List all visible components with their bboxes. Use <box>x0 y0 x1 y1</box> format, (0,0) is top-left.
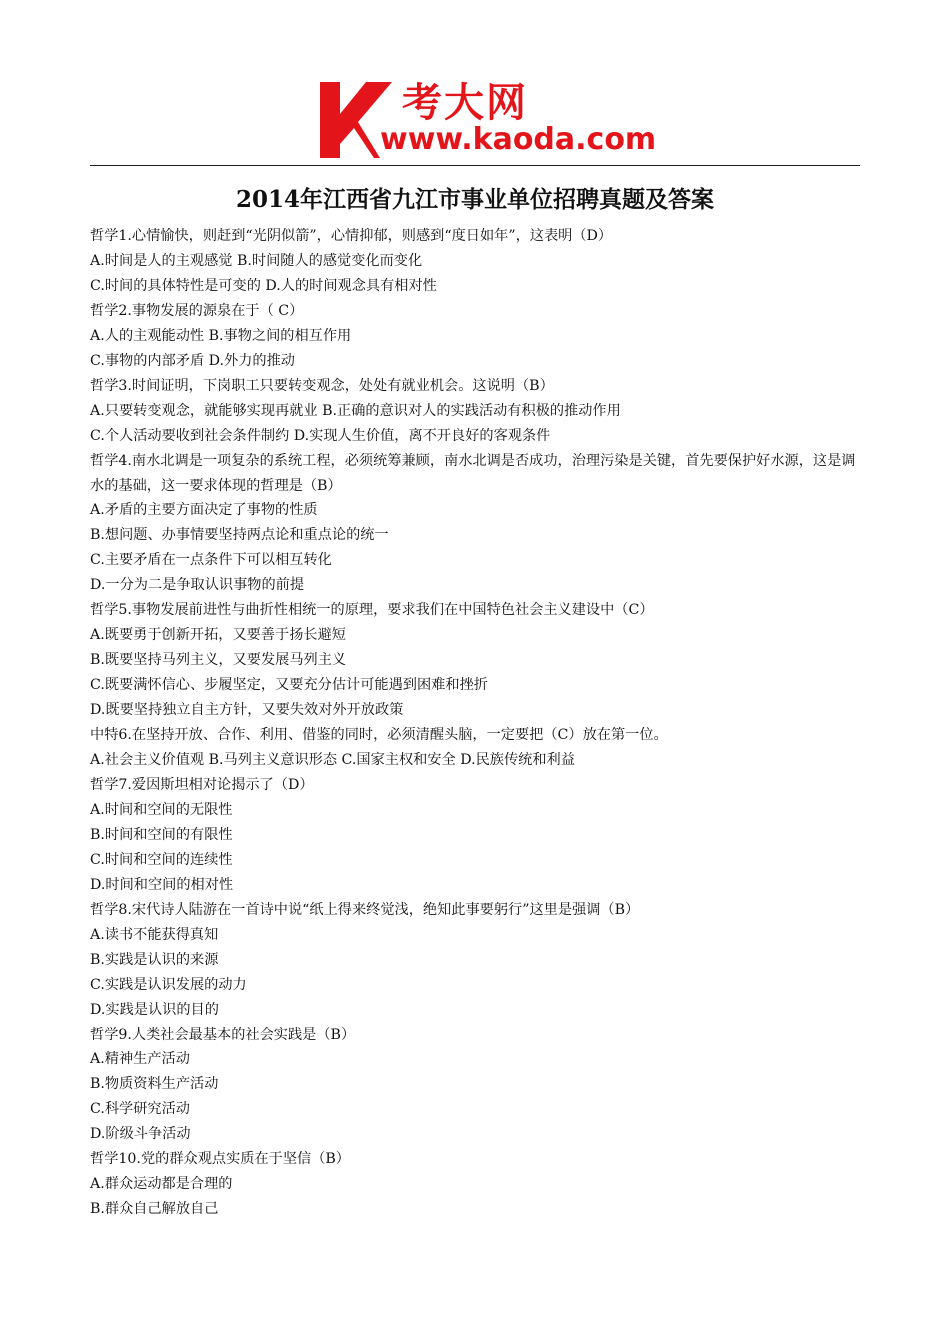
text-line: D.时间和空间的相对性 <box>90 876 234 893</box>
kaoda-logo <box>318 80 657 162</box>
text-line: D.阶级斗争活动 <box>90 1126 191 1143</box>
page-title: 2014年江西省九江市事业单位招聘真题及答案 <box>235 186 714 213</box>
text-line: 哲学5.事物发展前进性与曲折性相统一的原理，要求我们在中国特色社会主义建设中（C） <box>90 602 654 619</box>
text-line: A.矛盾的主要方面决定了事物的性质 <box>90 502 318 519</box>
text-line: 哲学3.时间证明，下岗职工只要转变观念，处处有就业机会。这说明（B） <box>90 377 554 394</box>
header-divider <box>90 165 860 166</box>
brand-url: www.kaoda.com <box>380 122 657 157</box>
text-line: 中特6.在坚持开放、合作、利用、借鉴的同时，必须清醒头脑，一定要把（C）放在第一位。 <box>90 727 668 744</box>
text-line: C.实践是认识发展的动力 <box>90 976 247 993</box>
text-line: B.群众自己解放自己 <box>90 1201 219 1218</box>
text-line: 哲学9.人类社会最基本的社会实践是（B） <box>90 1026 356 1043</box>
text-line: C.既要满怀信心、步履坚定，又要充分估计可能遇到困难和挫折 <box>90 677 488 694</box>
text-line: A.只要转变观念，就能够实现再就业 B.正确的意识对人的实践活动有积极的推动作用 <box>90 402 621 419</box>
text-line: D.既要坚持独立自主方针，又要失效对外开放政策 <box>90 702 404 719</box>
text-line: 哲学8.宋代诗人陆游在一首诗中说“纸上得来终觉浅，绝知此事要躬行”这里是强调（B） <box>90 901 640 918</box>
text-line: 哲学10.党的群众观点实质在于坚信（B） <box>90 1151 350 1168</box>
text-line: B.物质资料生产活动 <box>90 1076 219 1093</box>
text-line: B.既要坚持马列主义，又要发展马列主义 <box>90 652 347 669</box>
text-line: A.群众运动都是合理的 <box>90 1176 233 1193</box>
text-line: B.想问题、办事情要坚持两点论和重点论的统一 <box>90 527 389 544</box>
text-line: C.主要矛盾在一点条件下可以相互转化 <box>90 552 332 569</box>
text-line: 哲学4.南水北调是一项复杂的系统工程，必须统筹兼顾，南水北调是否成功，治理污染是关键，首先要保护好水源，这是调水的基础，这一要求体现的哲理是（B） <box>90 452 856 494</box>
text-line: C.事物的内部矛盾 D.外力的推动 <box>90 352 295 369</box>
text-line: 哲学7.爱因斯坦相对论揭示了（D） <box>90 776 314 793</box>
text-line: A.时间是人的主观感觉 B.时间随人的感觉变化而变化 <box>90 252 423 269</box>
text-line: C.时间和空间的连续性 <box>90 851 233 868</box>
text-line: B.实践是认识的来源 <box>90 951 219 968</box>
text-line: D.一分为二是争取认识事物的前提 <box>90 577 305 594</box>
question-list <box>90 224 862 1222</box>
brand-name: 考大网 <box>402 80 528 126</box>
text-line: A.时间和空间的无限性 <box>90 801 233 818</box>
text-line: 哲学2.事物发展的源泉在于（ C） <box>90 302 304 319</box>
text-line: C.个人活动要收到社会条件制约 D.实现人生价值，离不开良好的客观条件 <box>90 427 551 444</box>
text-line: 哲学1.心情愉快，则赶到“光阴似箭”，心情抑郁，则感到“度日如年”，这表明（D） <box>90 228 613 244</box>
text-line: A.人的主观能动性 B.事物之间的相互作用 <box>90 327 352 344</box>
text-line: C.科学研究活动 <box>90 1101 190 1118</box>
text-line: A.读书不能获得真知 <box>90 926 219 943</box>
text-line: A.社会主义价值观 B.马列主义意识形态 C.国家主权和安全 D.民族传统和利益 <box>90 752 575 769</box>
text-line: A.既要勇于创新开拓，又要善于扬长避短 <box>90 627 346 644</box>
text-line: D.实践是认识的目的 <box>90 1001 219 1018</box>
text-line: A.精神生产活动 <box>90 1051 190 1068</box>
text-line: C.时间的具体特性是可变的 D.人的时间观念具有相对性 <box>90 277 437 294</box>
text-line: B.时间和空间的有限性 <box>90 826 233 843</box>
